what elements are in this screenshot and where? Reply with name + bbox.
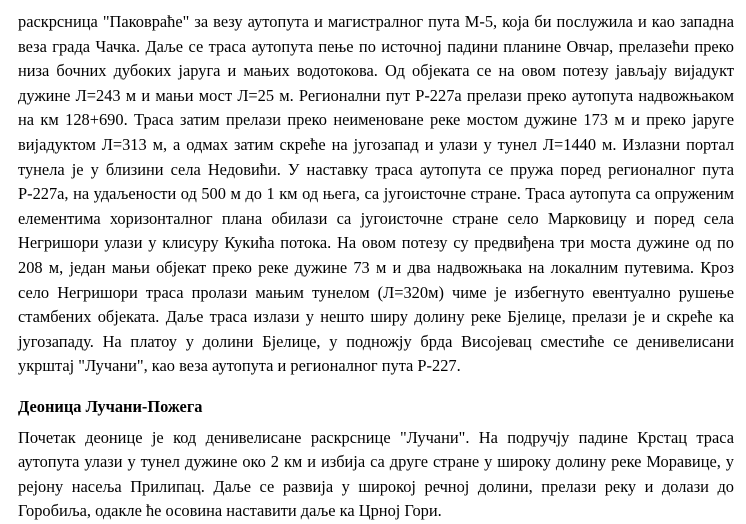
body-paragraph-1: раскрсница "Паковраће" за везу аутопута и магистралног пута М-5, која би послужила и као западна веза града Чачка. Даље се траса аутопута пење по источној падини планине Овчар, прелазећи преко низа бочних дубоких јаруга и мањих водотокова. Од објеката се на овом потезу јављају вијадукт дужине Л=243 м и мањи мост Л=25 м. Регионални пут Р-227а прелази преко аутопута надвожњаком на км 128+690. Траса затим прелази преко неименоване реке мостом дужине 173 м и преко јаруге вијадуктом Л=313 м, а одмах затим скреће на југозапад и улази у тунел Л=1440 м. Излазни портал тунела је у близини села Недовићи. У наставку траса аутопута се пружа поред регионалног пута Р-227а, на удаљености од 500 м до 1 км од њега, са југоисточне стране. Траса аутопута са опруженим елементима хоризонталног плана обилази са југоисточне стране село Марковицу и поред села Негришори улази у клисуру Кукића потока. На овом потезу су предвиђена три моста дужине од по 208 м, један мањи објекат преко реке дужине 73 м и два надвожњака на локалним путевима. Кроз село Негришори траса пролази мањим тунелом (Л=320м) чиме је избегнуто евентуално рушење стамбених објеката. Даље траса излази у нешто ширу долину реке Бјелице, прелази је и скреће ка југозападу. На платоу у долини Бјелице, у подножју брда Висојевац сместиће се денивелисани укрштај "Лучани", као веза аутопута и регионалног пута Р-227. xyxy=(18,12,734,376)
document-page xyxy=(18,10,734,524)
body-paragraph-2: Почетак деонице је код денивелисане раскрснице "Лучани". На подручју падине Крстац траса аутопута улази у тунел дужине око 2 км и избија са друге стране у широку долину реке Моравице, у рејону насеља Прилипац. Даље се развија у широкој речној долини, прелази реку и долази до Горобиља, одакле ће осовина наставити даље ка Црној Гори. xyxy=(18,427,734,521)
section-heading: Деоница Лучани-Пожега xyxy=(18,396,203,416)
